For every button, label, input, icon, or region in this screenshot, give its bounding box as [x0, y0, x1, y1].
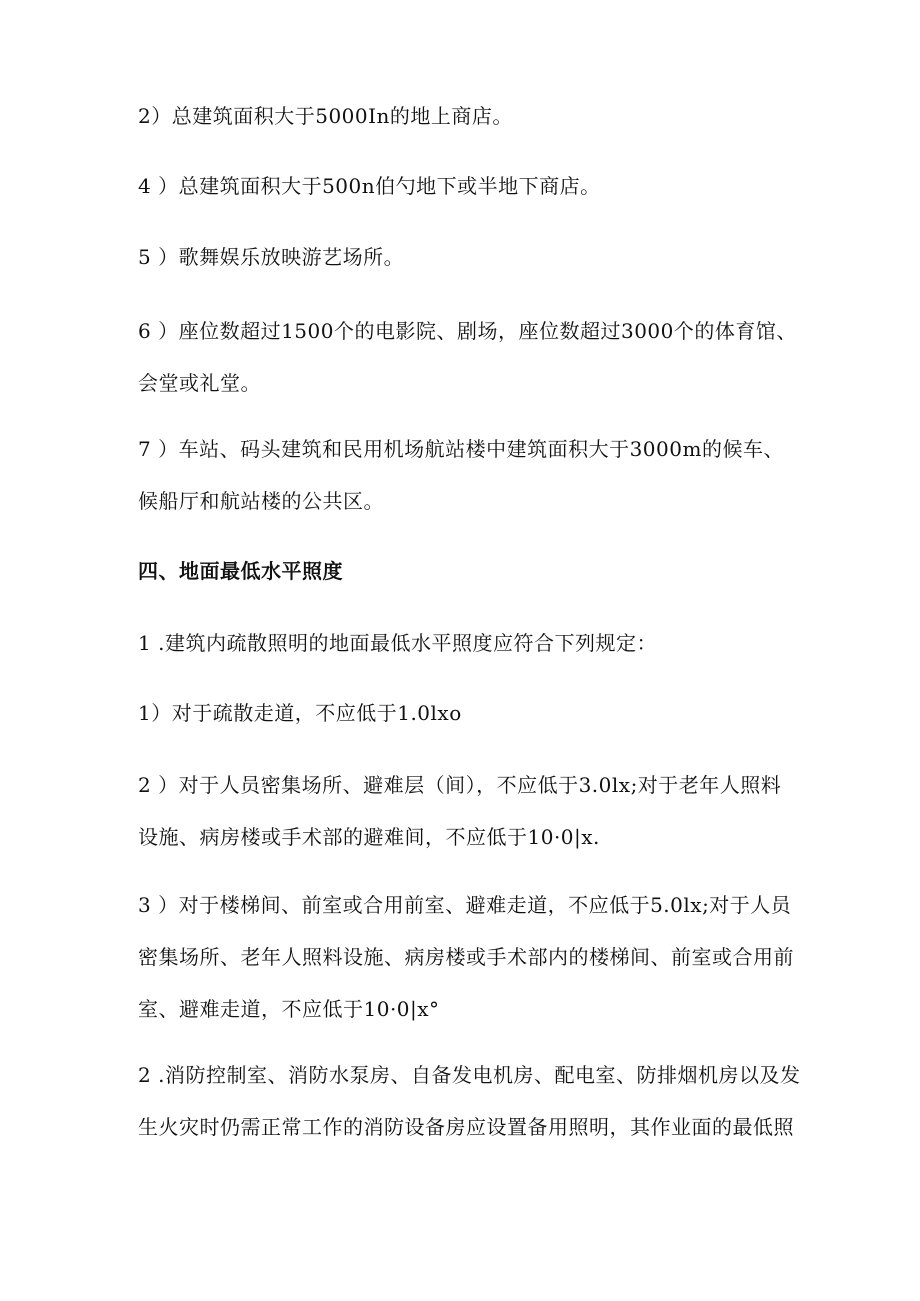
text-line: 2 ）对于人员密集场所、避难层（间），不应低于3.0lx;对于老年人照料: [138, 773, 782, 797]
text-line: 2 .消防控制室、消防水泵房、自备发电机房、配电室、防排烟机房以及发: [138, 1063, 801, 1087]
text-line: 1 .建筑内疏散照明的地面最低水平照度应符合下列规定：: [138, 631, 657, 655]
text-line: 5 ）歌舞娱乐放映游艺场所。: [138, 245, 405, 269]
paragraph-item-2: [138, 90, 798, 142]
paragraph-subitem-3: [138, 879, 798, 1035]
paragraph-clause-2: [138, 1049, 801, 1153]
text-line: 2）总建筑面积大于5000In的地上商店。: [138, 104, 513, 128]
text-line: 会堂或礼堂。: [138, 371, 261, 395]
text-line: 密集场所、老年人照料设施、病房楼或手术部内的楼梯间、前室或合用前: [138, 945, 794, 969]
paragraph-item-7: [138, 423, 798, 527]
paragraph-clause-1: [138, 617, 798, 669]
text-line: 7 ）车站、码头建筑和民用机场航站楼中建筑面积大于3000m的候车、: [138, 437, 784, 461]
paragraph-item-4: [138, 160, 798, 212]
text-line: 1）对于疏散走道，不应低于1.0lxo: [138, 701, 462, 725]
text-line: 6 ）座位数超过1500个的电影院、剧场，座位数超过3000个的体育馆、: [138, 319, 797, 343]
section-heading: [138, 545, 798, 597]
text-line: 候船厅和航站楼的公共区。: [138, 489, 384, 513]
paragraph-item-6: [138, 305, 798, 409]
text-line: 设施、病房楼或手术部的避难间，不应低于10·0|x.: [138, 825, 600, 849]
text-line: 生火灾时仍需正常工作的消防设备房应设置备用照明，其作业面的最低照: [138, 1115, 794, 1139]
text-line: 室、避难走道，不应低于10·0|x°: [138, 997, 440, 1021]
paragraph-subitem-2: [138, 759, 798, 863]
heading-text: 四、地面最低水平照度: [138, 559, 343, 583]
paragraph-subitem-1: [138, 687, 798, 739]
text-line: 3 ）对于楼梯间、前室或合用前室、避难走道，不应低于5.0lx;对于人员: [138, 893, 792, 917]
paragraph-item-5: [138, 231, 798, 283]
text-line: 4 ）总建筑面积大于500n伯勺地下或半地下商店。: [138, 174, 601, 198]
